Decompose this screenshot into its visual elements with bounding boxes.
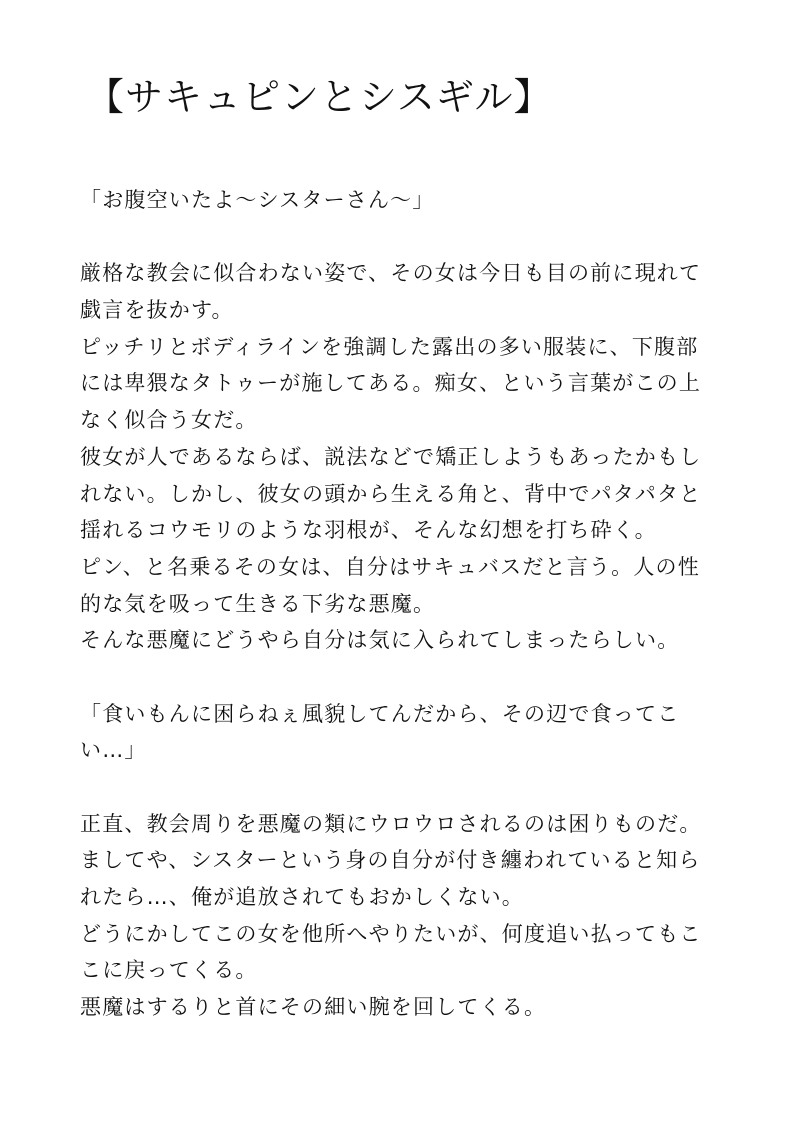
- text-line: 「食いもんに困らねぇ風貌してんだから、その辺で食ってこ: [80, 701, 680, 726]
- text-line: なく似合う女だ。: [80, 408, 258, 433]
- blank-line: [80, 659, 740, 696]
- text-line: 揺れるコウモリのような羽根が、そんな幻想を打ち砕く。: [80, 518, 657, 543]
- text-line: れない。しかし、彼女の頭から生える角と、背中でパタパタと: [80, 481, 702, 506]
- text-line: 戯言を抜かす。: [80, 298, 234, 323]
- text-line: ピン、と名乗るその女は、自分はサキュバスだと言う。人の性: [80, 554, 700, 579]
- text-line: 正直、教会周りを悪魔の類にウロウロされるのは困りものだ。: [80, 811, 702, 836]
- text-line: 彼女が人であるならば、説法などで矯正しようもあったかもし: [80, 444, 702, 469]
- text-line: 「お腹空いたよ〜シスターさん〜」: [80, 188, 435, 212]
- text-line: どうにかしてこの女を他所へやりたいが、何度追い払ってもこ: [80, 921, 702, 946]
- blank-line: [80, 219, 740, 256]
- text-line: ピッチリとボディラインを強調した露出の多い服装に、下腹部: [80, 334, 699, 359]
- text-line: 厳格な教会に似合わない姿で、その女は今日も目の前に現れて: [80, 261, 702, 286]
- text-line: い…」: [80, 738, 147, 763]
- text-line: ましてや、シスターという身の自分が付き纏われていると知ら: [80, 848, 701, 873]
- story-body: [80, 182, 740, 1026]
- text-line: れたら…、俺が追放されてもおかしくない。: [80, 885, 524, 910]
- text-line: そんな悪魔にどうやら自分は気に入られてしまったらしい。: [80, 628, 680, 653]
- text-line: こに戻ってくる。: [80, 958, 258, 983]
- page-title: 【サキュピンとシスギル】: [86, 75, 553, 119]
- blank-line: [80, 769, 740, 806]
- text-line: には卑猥なタトゥーが施してある。痴女、という言葉がこの上: [80, 371, 702, 396]
- text-line: 悪魔はするりと首にその細い腕を回してくる。: [80, 995, 547, 1020]
- text-line: 的な気を吸って生きる下劣な悪魔。: [80, 591, 436, 616]
